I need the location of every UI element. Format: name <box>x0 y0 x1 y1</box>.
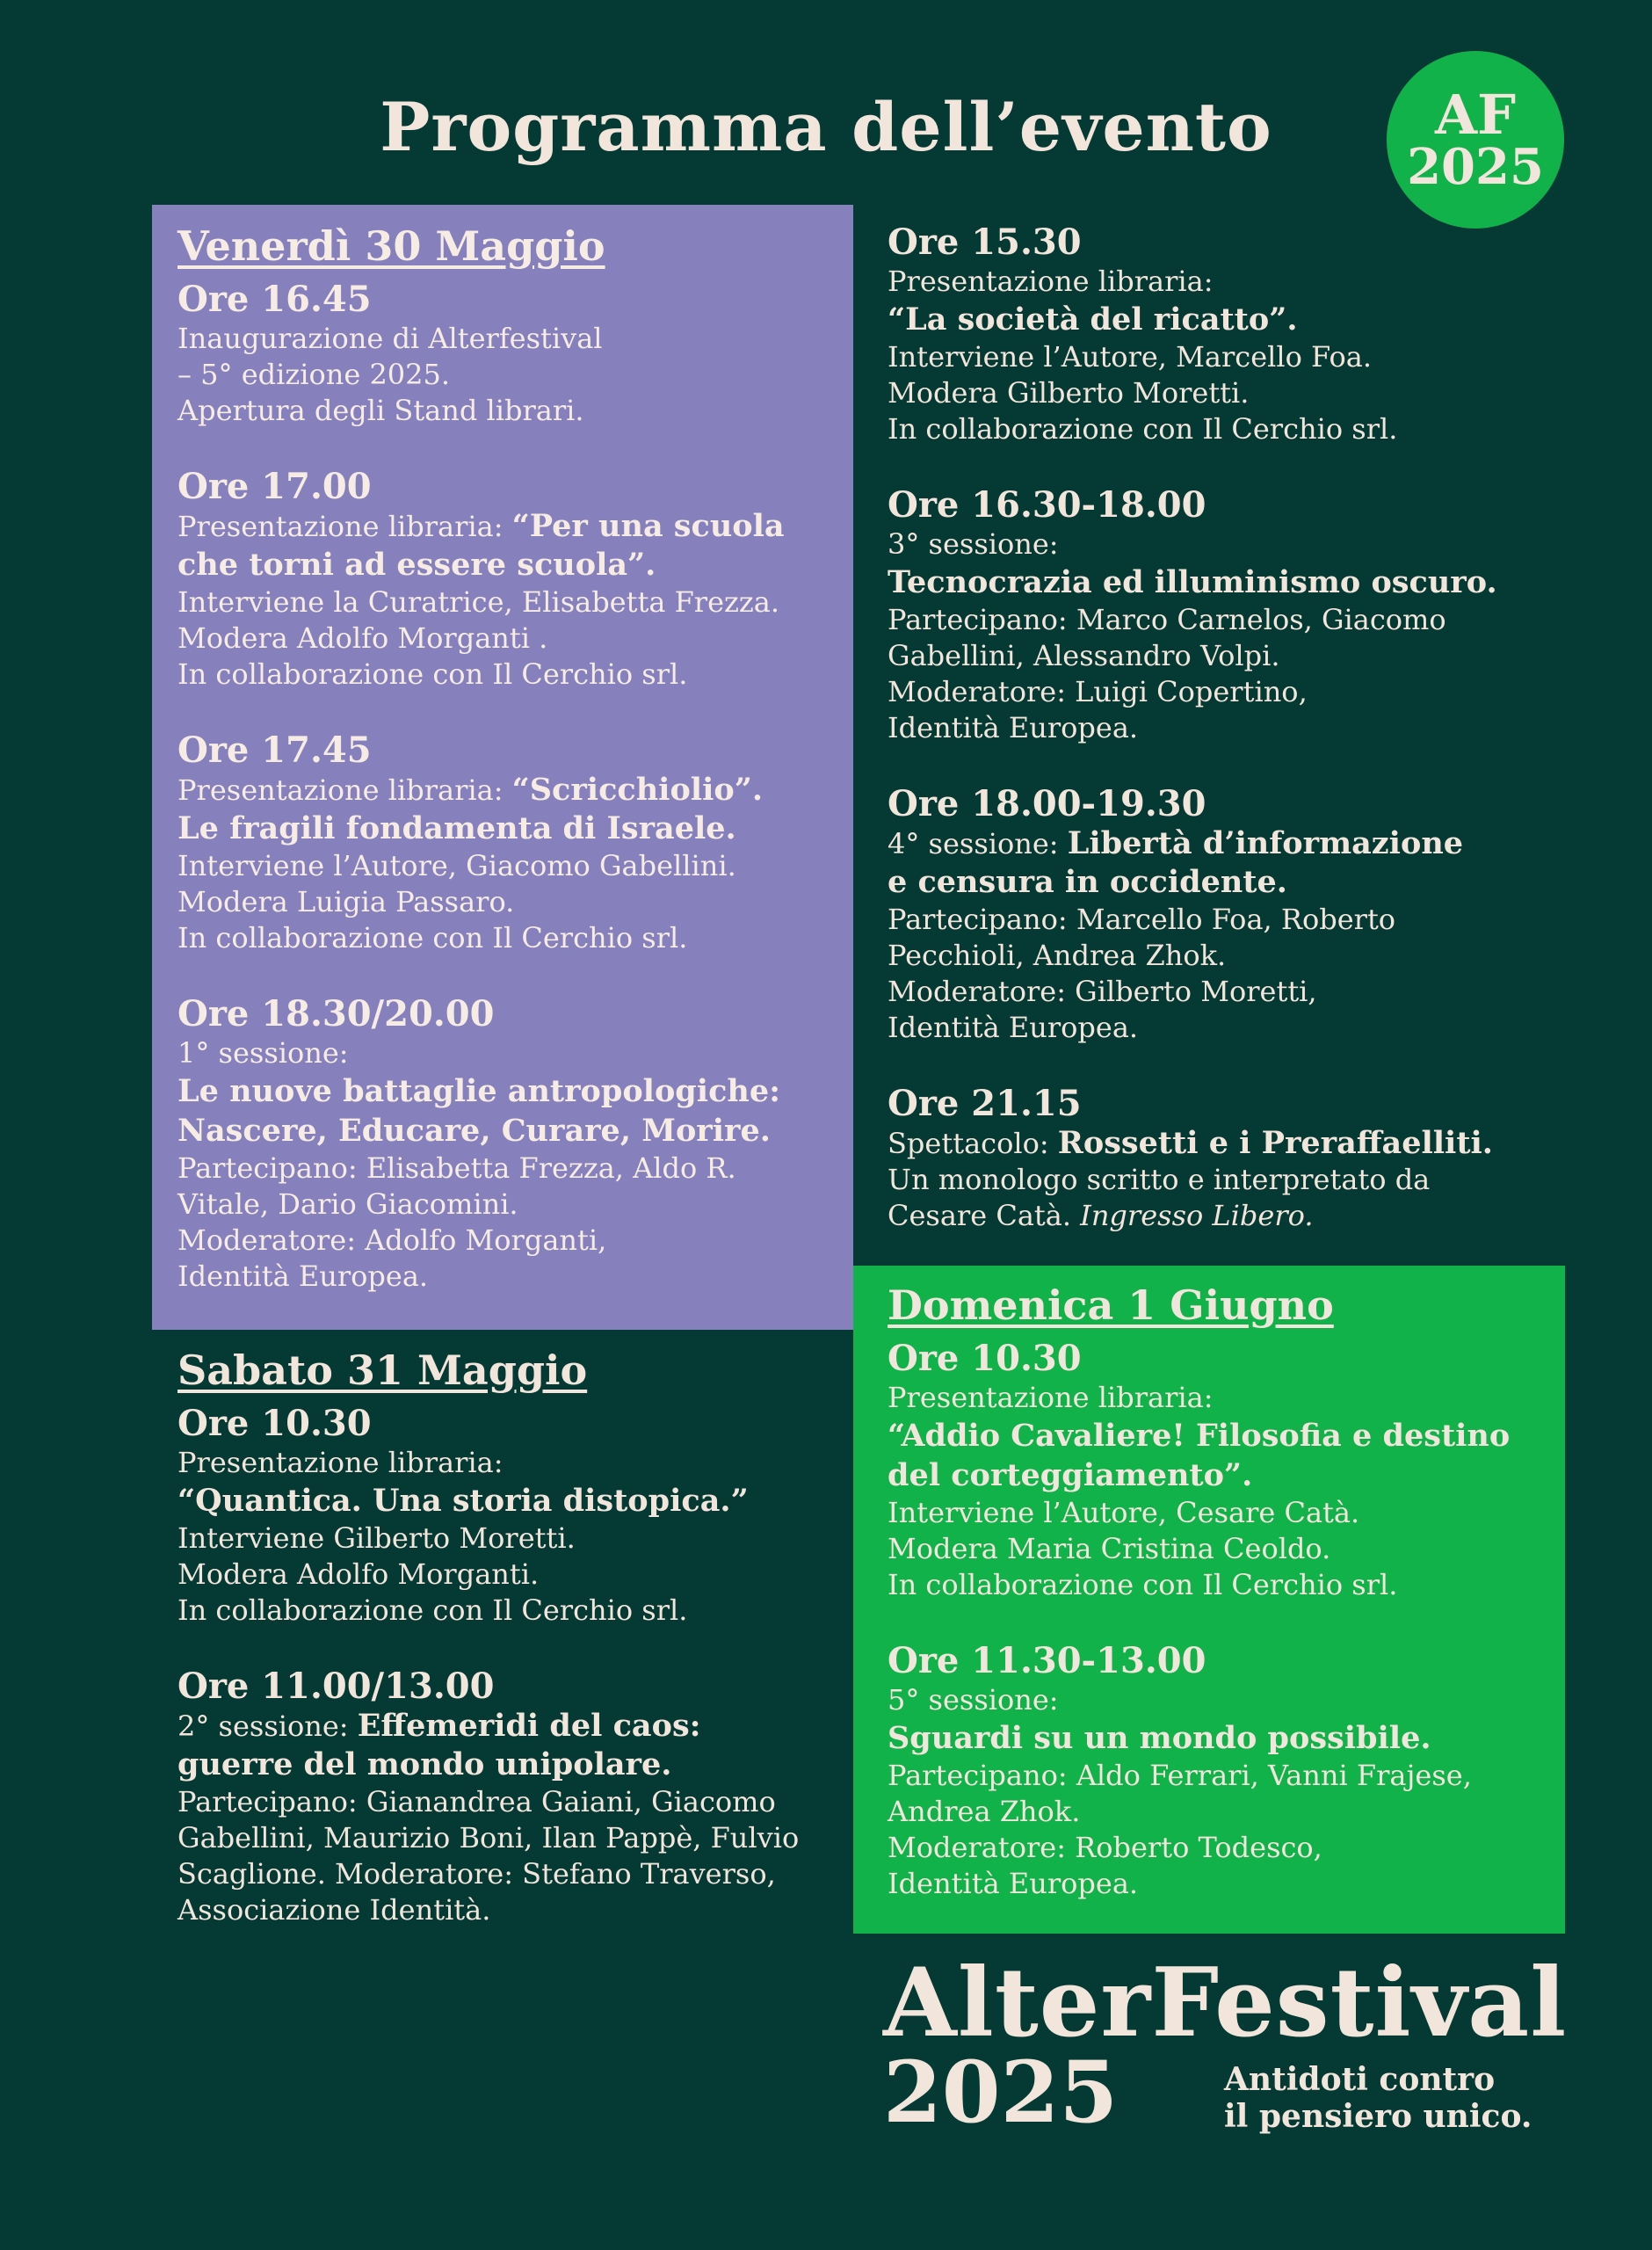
event-line-text: In collaborazione con Il Cerchio srl. <box>888 412 1398 446</box>
event-time: Ore 10.30 <box>888 1338 1082 1379</box>
event-line-text: Interviene Gilberto Moretti. <box>178 1521 576 1555</box>
event-line <box>888 1495 1555 1531</box>
event-line <box>888 1416 1555 1455</box>
event-line <box>178 848 845 884</box>
event-line-text: Interviene l’Autore, Marcello Foa. <box>888 340 1373 374</box>
event-line <box>888 1758 1555 1794</box>
tagline-line2: il pensiero unico. <box>1224 2098 1532 2135</box>
event-line <box>888 1531 1555 1567</box>
event-time: Ore 11.00/13.00 <box>178 1666 495 1707</box>
event-time: Ore 18.30/20.00 <box>178 993 495 1034</box>
event-time: Ore 18.00-19.30 <box>888 783 1206 824</box>
event-line <box>888 825 1555 862</box>
event-line-text: Pecchioli, Andrea Zhok. <box>888 939 1227 972</box>
event-line-text: Inaugurazione di Alterfestival <box>178 322 603 355</box>
event-line <box>888 638 1555 674</box>
event-line-italic: Ingresso Libero. <box>1080 1199 1314 1232</box>
event-time: Ore 16.45 <box>178 279 372 320</box>
event-line <box>178 1150 845 1187</box>
badge-line1: AF <box>1434 83 1517 147</box>
event-line <box>888 300 1555 339</box>
event-line <box>178 1593 845 1629</box>
event-line-text: 5° sessione: <box>888 1683 1059 1717</box>
event-line <box>888 1198 1555 1234</box>
event-line <box>888 526 1555 562</box>
event-line <box>178 321 845 357</box>
event-line <box>888 1718 1555 1758</box>
event-line <box>888 1380 1555 1416</box>
brand-footer <box>883 1948 1569 2142</box>
event-time: Ore 15.30 <box>888 221 1082 263</box>
event-time: Ore 10.30 <box>178 1403 372 1444</box>
friday-column <box>178 222 845 1332</box>
event-line <box>888 938 1555 974</box>
event-line <box>888 1682 1555 1718</box>
event-line-text: 1° sessione: <box>178 1036 349 1070</box>
event-line <box>178 1111 845 1150</box>
event-line <box>888 1125 1555 1162</box>
badge-line2: 2025 <box>1407 138 1544 196</box>
event-line <box>888 1830 1555 1866</box>
event-line <box>888 1162 1555 1198</box>
schedule-event <box>888 783 1555 1046</box>
event-line-text: In collaborazione con Il Cerchio srl. <box>178 1593 688 1627</box>
event-line-text: Gabellini, Alessandro Volpi. <box>888 639 1280 672</box>
event-line <box>178 1071 845 1111</box>
event-line <box>178 545 845 584</box>
event-line-text: Spettacolo: <box>888 1127 1058 1160</box>
event-line-text: Vitale, Dario Giacomini. <box>178 1187 518 1221</box>
event-line-text: Andrea Zhok. <box>888 1795 1081 1828</box>
saturday-column <box>178 1346 845 1965</box>
event-line-text: Un monologo scritto e interpretato da <box>888 1163 1431 1196</box>
event-line <box>888 1866 1555 1902</box>
event-line <box>178 1223 845 1259</box>
event-line <box>178 657 845 693</box>
event-line-text: 3° sessione: <box>888 527 1059 561</box>
event-line <box>888 562 1555 602</box>
schedule-event <box>888 1640 1555 1902</box>
event-line-text: Presentazione libraria: <box>888 265 1214 298</box>
event-line-text: Presentazione libraria: <box>178 773 512 807</box>
event-line <box>888 1794 1555 1830</box>
day-heading: Sabato 31 Maggio <box>178 1346 588 1394</box>
event-time: Ore 16.30-18.00 <box>888 484 1206 526</box>
event-time: Ore 17.45 <box>178 729 372 771</box>
event-line <box>178 1820 845 1856</box>
schedule-event <box>888 484 1555 746</box>
event-line <box>178 1187 845 1223</box>
event-line <box>178 1784 845 1820</box>
event-line-text: guerre del mondo unipolare. <box>178 1746 672 1782</box>
event-line <box>178 1035 845 1071</box>
event-line-text: Moderatore: Adolfo Morganti, <box>178 1223 607 1257</box>
event-line-text: In collaborazione con Il Cerchio srl. <box>888 1568 1398 1601</box>
event-line-text: Interviene l’Autore, Giacomo Gabellini. <box>178 849 736 882</box>
event-line-text: Modera Luigia Passaro. <box>178 885 515 918</box>
event-line-text: Le nuove battaglie antropologiche: <box>178 1073 781 1109</box>
event-line-text: Presentazione libraria: <box>178 510 512 543</box>
saturday-afternoon-column <box>888 221 1555 1271</box>
event-line-text: Presentazione libraria: <box>888 1381 1214 1414</box>
event-line-text: Partecipano: Elisabetta Frezza, Aldo R. <box>178 1151 736 1185</box>
event-line-text: Interviene l’Autore, Cesare Catà. <box>888 1496 1360 1529</box>
event-line-text: Modera Gilberto Moretti. <box>888 376 1250 410</box>
event-line-text: “La società del ricatto”. <box>888 301 1298 338</box>
event-time: Ore 17.00 <box>178 466 372 507</box>
event-line-text: – 5° edizione 2025. <box>178 358 451 391</box>
sunday-column <box>888 1281 1555 1939</box>
event-line <box>888 674 1555 710</box>
schedule-event <box>888 1338 1555 1603</box>
event-line-text: Interviene la Curatrice, Elisabetta Frezza. <box>178 585 779 619</box>
event-line <box>178 1445 845 1481</box>
event-line <box>888 862 1555 902</box>
event-line <box>178 1892 845 1928</box>
af-2025-badge <box>1387 51 1564 229</box>
event-line-text: Partecipano: Gianandrea Gaiani, Giacomo <box>178 1785 776 1818</box>
event-line <box>888 974 1555 1010</box>
event-line-text: Sguardi su un mondo possibile. <box>888 1720 1431 1756</box>
event-line-text: Identità Europea. <box>888 1011 1139 1044</box>
event-line-text: 2° sessione: <box>178 1709 358 1743</box>
event-line <box>178 1856 845 1892</box>
event-line-bold: Rossetti e i Preraffaelliti. <box>1057 1125 1493 1161</box>
brand-tagline <box>1224 2061 1532 2135</box>
event-line <box>178 1557 845 1593</box>
day-heading: Domenica 1 Giugno <box>888 1281 1334 1329</box>
schedule-event <box>888 1083 1555 1234</box>
event-line-text: 4° sessione: <box>888 827 1068 860</box>
event-line <box>888 1567 1555 1603</box>
event-line-bold: Libertà d’informazione <box>1067 825 1464 861</box>
schedule-event <box>888 221 1555 447</box>
event-line <box>178 1521 845 1557</box>
event-line-text: Identità Europea. <box>888 711 1139 744</box>
schedule-event <box>178 993 845 1295</box>
event-line-bold: “Per una scuola <box>511 508 785 544</box>
event-line <box>178 772 845 809</box>
event-line-text: Identità Europea. <box>888 1867 1139 1900</box>
day-heading: Venerdì 30 Maggio <box>178 222 605 270</box>
event-line <box>178 1745 845 1784</box>
event-line <box>888 411 1555 447</box>
event-line-text: Gabellini, Maurizio Boni, Ilan Pappè, Fulvio <box>178 1821 800 1854</box>
event-line-text: Partecipano: Aldo Ferrari, Vanni Frajese, <box>888 1759 1472 1792</box>
event-line-bold: Effemeridi del caos: <box>357 1708 701 1744</box>
schedule-event <box>178 1403 845 1629</box>
event-line <box>888 1010 1555 1046</box>
event-line <box>178 920 845 956</box>
brand-name: AlterFestival <box>883 1948 1568 2058</box>
event-line <box>888 902 1555 938</box>
event-line-text: Presentazione libraria: <box>178 1446 504 1479</box>
event-line <box>178 809 845 848</box>
schedule-event <box>178 466 845 693</box>
event-line <box>888 602 1555 638</box>
event-line-text: Modera Adolfo Morganti. <box>178 1557 540 1591</box>
event-line-text: Moderatore: Luigi Copertino, <box>888 675 1308 708</box>
event-time: Ore 21.15 <box>888 1083 1082 1124</box>
event-line <box>178 1481 845 1521</box>
tagline-line1: Antidoti contro <box>1224 2061 1496 2098</box>
event-line <box>178 884 845 920</box>
event-line-text: In collaborazione con Il Cerchio srl. <box>178 657 688 691</box>
event-line-text: Scaglione. Moderatore: Stefano Traverso, <box>178 1857 776 1891</box>
event-line <box>178 1259 845 1295</box>
event-line-text: In collaborazione con Il Cerchio srl. <box>178 921 688 954</box>
schedule-event <box>178 729 845 956</box>
event-line-text: Partecipano: Marco Carnelos, Giacomo <box>888 603 1446 636</box>
event-line <box>888 375 1555 411</box>
event-line <box>888 339 1555 375</box>
event-line <box>178 584 845 621</box>
event-line-text: Tecnocrazia ed illuminismo oscuro. <box>888 564 1497 600</box>
event-line-text: Nascere, Educare, Curare, Morire. <box>178 1113 771 1149</box>
event-line <box>178 508 845 545</box>
event-line-text: Apertura degli Stand librari. <box>178 394 584 427</box>
event-time: Ore 11.30-13.00 <box>888 1640 1206 1681</box>
event-line-text: “Quantica. Una storia distopica.” <box>178 1483 749 1519</box>
schedule-event <box>178 1666 845 1928</box>
event-line <box>178 357 845 393</box>
event-line-text: Associazione Identità. <box>178 1893 491 1927</box>
event-line-text: Moderatore: Gilberto Moretti, <box>888 975 1317 1008</box>
schedule-event <box>178 279 845 429</box>
event-line-text: “Addio Cavaliere! Filosofia e destino <box>888 1418 1511 1454</box>
event-line <box>178 1708 845 1745</box>
event-line-text: che torni ad essere scuola”. <box>178 547 656 583</box>
event-line <box>888 1455 1555 1495</box>
brand-year: 2025 <box>883 2043 1119 2142</box>
event-line-text: Partecipano: Marcello Foa, Roberto <box>888 903 1396 936</box>
event-line-text: Moderatore: Roberto Todesco, <box>888 1831 1322 1864</box>
event-line-text: e censura in occidente. <box>888 864 1287 900</box>
event-line-text: Modera Maria Cristina Ceoldo. <box>888 1532 1331 1565</box>
event-line-text: Modera Adolfo Morganti . <box>178 621 548 655</box>
event-line <box>888 264 1555 300</box>
page-title: Programma dell’evento <box>380 88 1272 166</box>
event-line-text: Le fragili fondamenta di Israele. <box>178 810 736 846</box>
event-line-text: del corteggiamento”. <box>888 1457 1253 1493</box>
event-line <box>888 710 1555 746</box>
event-line <box>178 393 845 429</box>
event-line-bold: “Scricchiolio”. <box>511 772 764 808</box>
event-line-text: Identità Europea. <box>178 1259 429 1293</box>
event-line <box>178 621 845 657</box>
event-line-text: Cesare Catà. <box>888 1199 1081 1232</box>
